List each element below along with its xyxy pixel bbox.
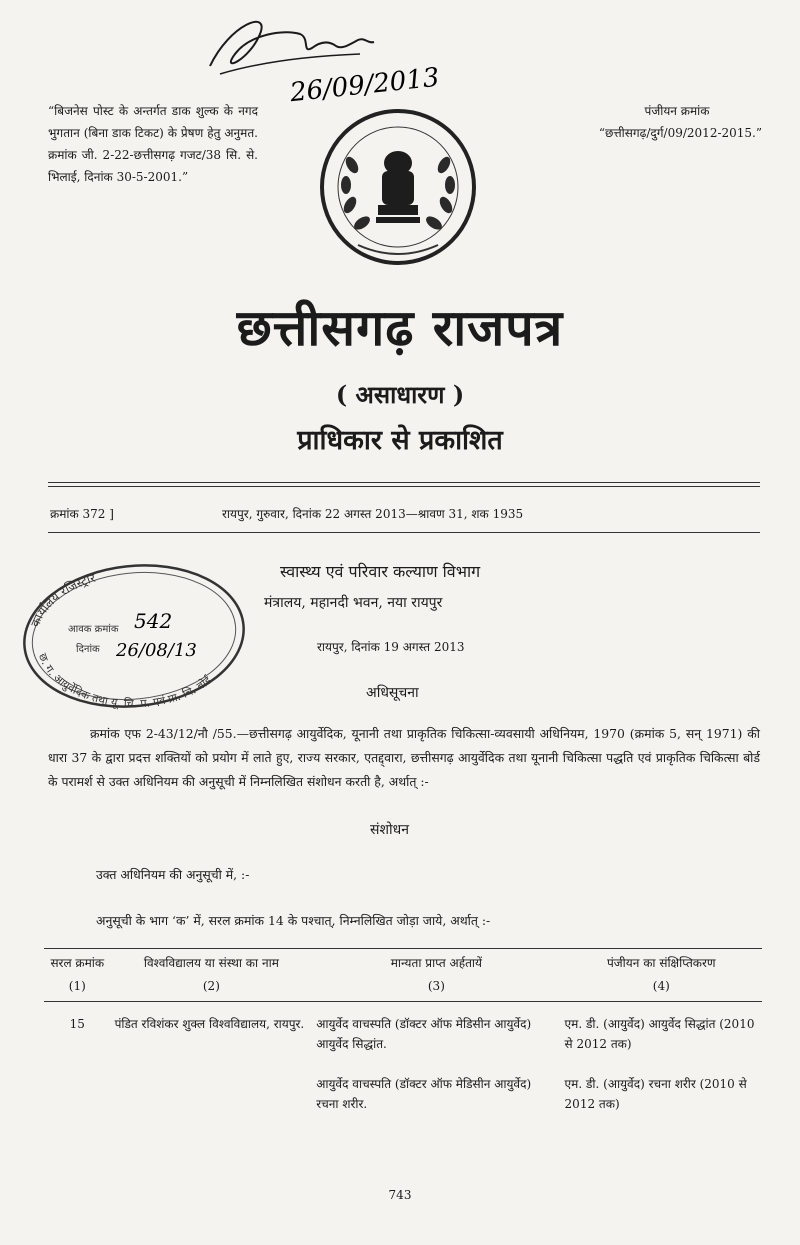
issue-date: रायपुर, गुरुवार, दिनांक 22 अगस्त 2013—श्रावण 31, शक 1935 [222,507,524,521]
qualification-cell: आयुर्वेद वाचस्पति (डॉक्टर ऑफ मेडिसीन आयुर्वेद) रचना शरीर. [316,1077,532,1111]
divider [48,532,760,533]
postal-permission-note: “बिजनेस पोस्ट के अन्तर्गत डाक शुल्क के नगद भुगतान (बिना डाक टिकट) के प्रेषण हेतु अनुमत. क्रमांक जी. 2-22-छत्तीसगढ़ गजट/38 सि. से. भिलाई, दिनांक 30-5-2001.” [48,104,258,184]
serial-cell: 15 [69,1017,85,1031]
column-number: (1) [68,979,86,993]
gazette-subtitle: ( असाधारण ) [335,380,465,409]
issue-number: क्रमांक 372 ] [50,507,114,521]
registration-block [552,100,762,144]
notification-date: रायपुर, दिनांक 19 अगस्त 2013 [317,640,465,654]
notification-title: अधिसूचना [366,685,419,701]
table-row [44,1002,762,1063]
column-header: पंजीयन का संक्षिप्तिकरण [606,956,716,970]
table-row [44,1062,762,1122]
notification-paragraph: क्रमांक एफ 2-43/12/नौ /55.—छत्तीसगढ़ आयुर्वेदिक, यूनानी तथा प्राकृतिक चिकित्सा-व्यवसायी अधिनियम, 1970 (क्रमांक 5, सन् 1971) की धारा 37 के द्वारा प्रदत्त शक्तियों को प्रयोग में लाते हुए, राज्य सरकार, एतद्द्वारा, छत्तीसगढ़ आयुर्वेदिक तथा यूनानी चिकित्सा पद्धति एवं प्राकृतिक चिकित्सा बोर्ड के परामर्श से उक्त अधिनियम की अनुसूची में निम्नलिखित संशोधन करती है, अर्थात् :- [48,726,760,789]
schedule-intro-line: उक्त अधिनियम की अनुसूची में, :- [96,867,250,882]
stamp-date-label: दिनांक [76,644,100,655]
ministry-address: मंत्रालय, महानदी भवन, नया रायपुर [264,595,443,611]
qualification-cell: आयुर्वेद वाचस्पति (डॉक्टर ऑफ मेडिसीन आयुर्वेद) आयुर्वेद सिद्धांत. [316,1017,532,1051]
column-number: (2) [202,979,220,993]
divider [48,486,760,487]
university-cell: पंडित रविशंकर शुक्ल विश्वविद्यालय, रायपुर. [114,1017,305,1031]
column-number-row [44,977,762,1002]
handwritten-signature [190,4,460,109]
column-header: विश्वविद्यालय या संस्था का नाम [143,956,279,970]
university-cell [111,1062,313,1122]
page-number: 743 [388,1188,412,1202]
amendment-title: संशोधन [370,822,409,838]
column-header: सरल क्रमांक [50,956,105,970]
registration-number: “छत्तीसगढ़/दुर्ग/09/2012-2015.” [598,126,762,140]
column-header: मान्यता प्राप्त अर्हतायें [390,956,483,970]
schedule-insert-line: अनुसूची के भाग ‘क’ में, सरल क्रमांक 14 के पश्चात्, निम्नलिखित जोड़ा जाये, अर्थात् :- [96,913,491,928]
registrar-stamp [16,560,252,710]
stamp-inward-label: आवक क्रमांक [68,624,119,635]
stamp-top-text: कार्यालय रजिस्ट्रार [28,570,97,630]
signature-date: 26/09/2013 [288,62,441,109]
stamp-inward-number: 542 [134,609,173,633]
department-name: स्वास्थ्य एवं परिवार कल्याण विभाग [280,562,481,581]
divider [48,482,760,483]
column-number: (4) [652,979,670,993]
registration-label: पंजीयन क्रमांक [644,104,710,118]
serial-cell [44,1062,111,1122]
table-header-row [44,949,762,978]
abbreviation-cell: एम. डी. (आयुर्वेद) आयुर्वेद सिद्धांत (2010 से 2012 तक) [564,1017,755,1051]
state-emblem-icon [318,105,478,270]
stamp-date-value: 26/08/13 [116,640,197,661]
column-number: (3) [427,979,445,993]
gazette-authority: प्राधिकार से प्रकाशित [297,425,503,456]
gazette-title: छत्तीसगढ़ राजपत्र [236,298,564,357]
stamp-bottom-text: छ. ग. आयुर्वेदिक तथा यू. चि. प. एवं प्रा. चि. बोर्ड [35,651,214,710]
abbreviation-cell: एम. डी. (आयुर्वेद) रचना शरीर (2010 से 2012 तक) [564,1077,747,1111]
schedule-table [44,948,762,1122]
